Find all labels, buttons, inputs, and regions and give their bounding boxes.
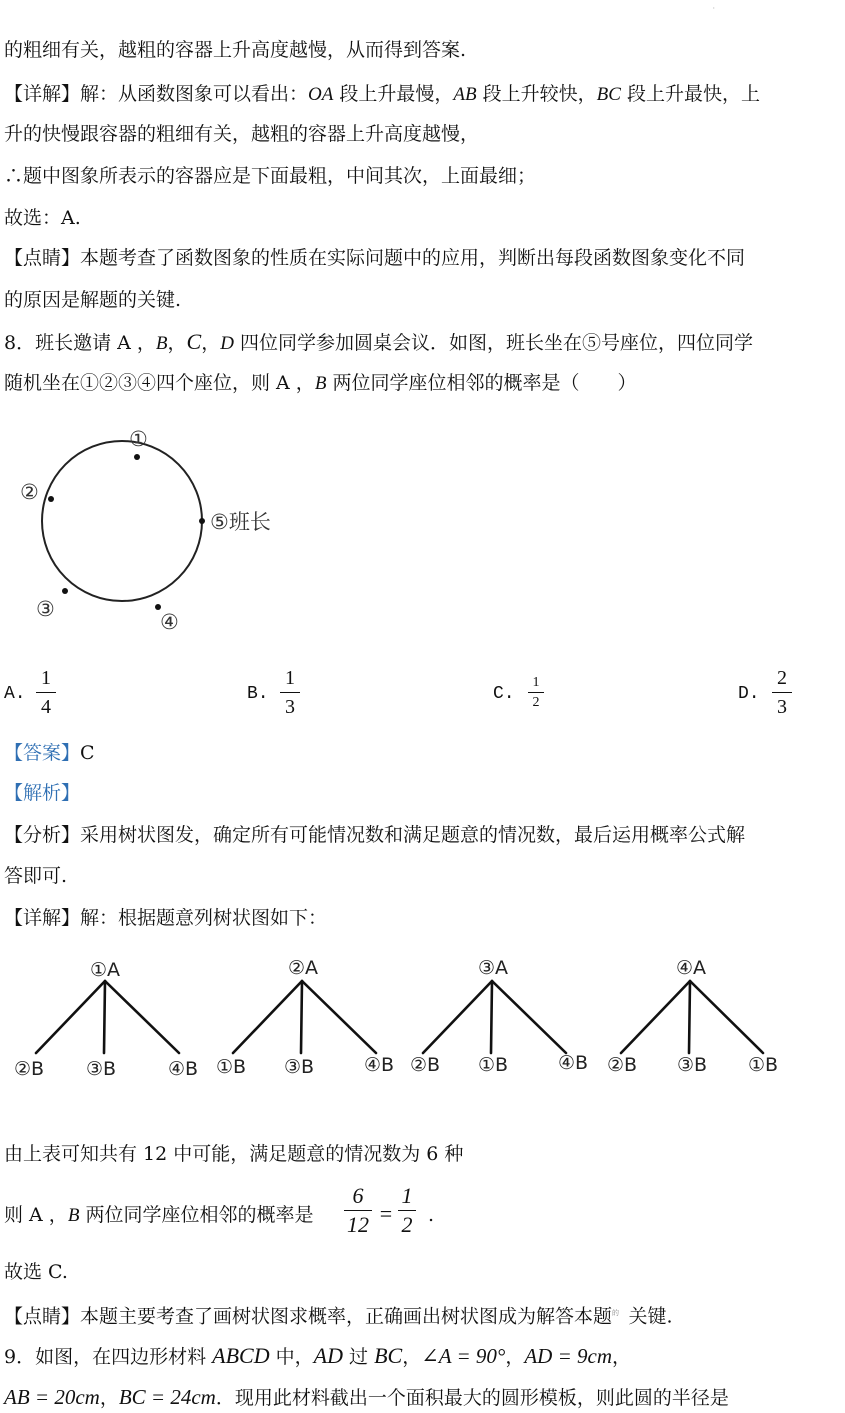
equals-sign: = (379, 1201, 393, 1226)
choice-b-fraction: 1 3 (280, 666, 300, 719)
tree-2-root: ②A (288, 957, 319, 979)
text-line: 升的快慢跟容器的粗细有关，越粗的容器上升高度越慢， (4, 123, 480, 145)
tree-1-leaf: ②B (14, 1058, 45, 1080)
text-line: 【点睛】本题主要考查了画树状图求概率，正确画出树状图成为解答本题$^的$ 关键. (4, 1305, 673, 1328)
question-8-line: 8．班长邀请 A ，B，C，D 四位同学参加圆桌会议．如图，班长坐在⑤号座位，四位同学 (4, 329, 753, 354)
tree-3-leaf: ①B (478, 1054, 509, 1076)
text-line: 答即可. (4, 865, 68, 887)
text-line: 由上表可知共有 12 中可能，满足题意的情况数为 6 种 (4, 1143, 464, 1165)
tree-4-leaf: ③B (677, 1054, 708, 1076)
fraction-6-12: 6 12 (344, 1184, 372, 1237)
text-line: 【分析】采用树状图发，确定所有可能情况数和满足题意的情况数，最后运用概率公式解 (4, 824, 746, 846)
tree-2-leaf: ①B (216, 1056, 247, 1078)
choice-a-fraction: 1 4 (36, 666, 56, 719)
choice-d-fraction: 2 3 (772, 666, 792, 719)
seat-5-label: ⑤班长 (210, 510, 271, 534)
question-9-line: AB = 20cm，BC = 24cm．现用此材料截出一个面积最大的圆形模板，则此圆的半径是 (4, 1385, 729, 1409)
tree-1 (36, 981, 179, 1053)
seat-dot (134, 454, 140, 460)
text-line: 故选 C. (4, 1261, 68, 1283)
seat-1-label: ① (129, 427, 148, 451)
question-8-line: 随机坐在①②③④四个座位，则 A ，B 两位同学座位相邻的概率是（ ） (4, 372, 637, 394)
tree-4 (621, 981, 763, 1053)
tree-2 (233, 981, 376, 1053)
fraction-1-2: 1 2 (398, 1184, 416, 1237)
seat-4-label: ④ (160, 610, 179, 634)
answer-line: 【答案】C (4, 742, 95, 764)
tree-4-leaf: ①B (748, 1054, 779, 1076)
text-line: 的原因是解题的关键. (4, 289, 182, 311)
tree-4-root: ④A (676, 957, 707, 979)
text-line: 【点睛】本题考查了函数图象的性质在实际问题中的应用，判断出每段函数图象变化不同 (4, 247, 746, 269)
tree-1-leaf: ④B (168, 1058, 199, 1080)
choice-d-letter: D. (738, 684, 760, 704)
text-line: ∴题中图象所表示的容器应是下面最粗，中间其次，上面最细； (4, 165, 537, 187)
tree-1-root: ①A (90, 959, 121, 981)
question-9-line: 9．如图，在四边形材料 ABCD 中，AD 过 BC，∠A = 90°，AD = 9cm， (4, 1343, 632, 1368)
tree-3 (423, 981, 566, 1053)
seat-dot (199, 518, 205, 524)
text-line: 【详解】解：从函数图象可以看出：OA 段上升最慢，AB 段上升较快，BC 段上升最快，上 (4, 83, 760, 105)
choice-a-letter: A. (4, 684, 26, 704)
text-line: 的粗细有关，越粗的容器上升高度越慢，从而得到答案. (4, 39, 467, 61)
choice-c-fraction: 1 2 (528, 674, 544, 711)
tree-3-leaf: ②B (410, 1054, 441, 1076)
text-line: 【详解】解：根据题意列树状图如下： (4, 907, 328, 929)
round-table-figure (0, 415, 320, 645)
watermark: · (712, 4, 715, 13)
tree-4-leaf: ②B (607, 1054, 638, 1076)
choice-c-letter: C. (493, 684, 515, 704)
table-circle (42, 441, 202, 601)
tree-2-leaf: ④B (364, 1054, 395, 1076)
seat-3-label: ③ (36, 597, 55, 621)
text-line: 故选：A. (4, 207, 81, 229)
probability-line: 则 A ，B 两位同学座位相邻的概率是 (4, 1204, 314, 1226)
seat-dot (48, 496, 54, 502)
period: . (428, 1204, 435, 1226)
choice-b-letter: B. (247, 684, 269, 704)
seat-dot (62, 588, 68, 594)
tree-3-leaf: ④B (558, 1052, 589, 1074)
tree-1-leaf: ③B (86, 1058, 117, 1080)
tree-2-leaf: ③B (284, 1056, 315, 1078)
seat-2-label: ② (20, 480, 39, 504)
tree-diagram (0, 950, 845, 1085)
tree-3-root: ③A (478, 957, 509, 979)
analysis-label: 【解析】 (4, 782, 81, 804)
